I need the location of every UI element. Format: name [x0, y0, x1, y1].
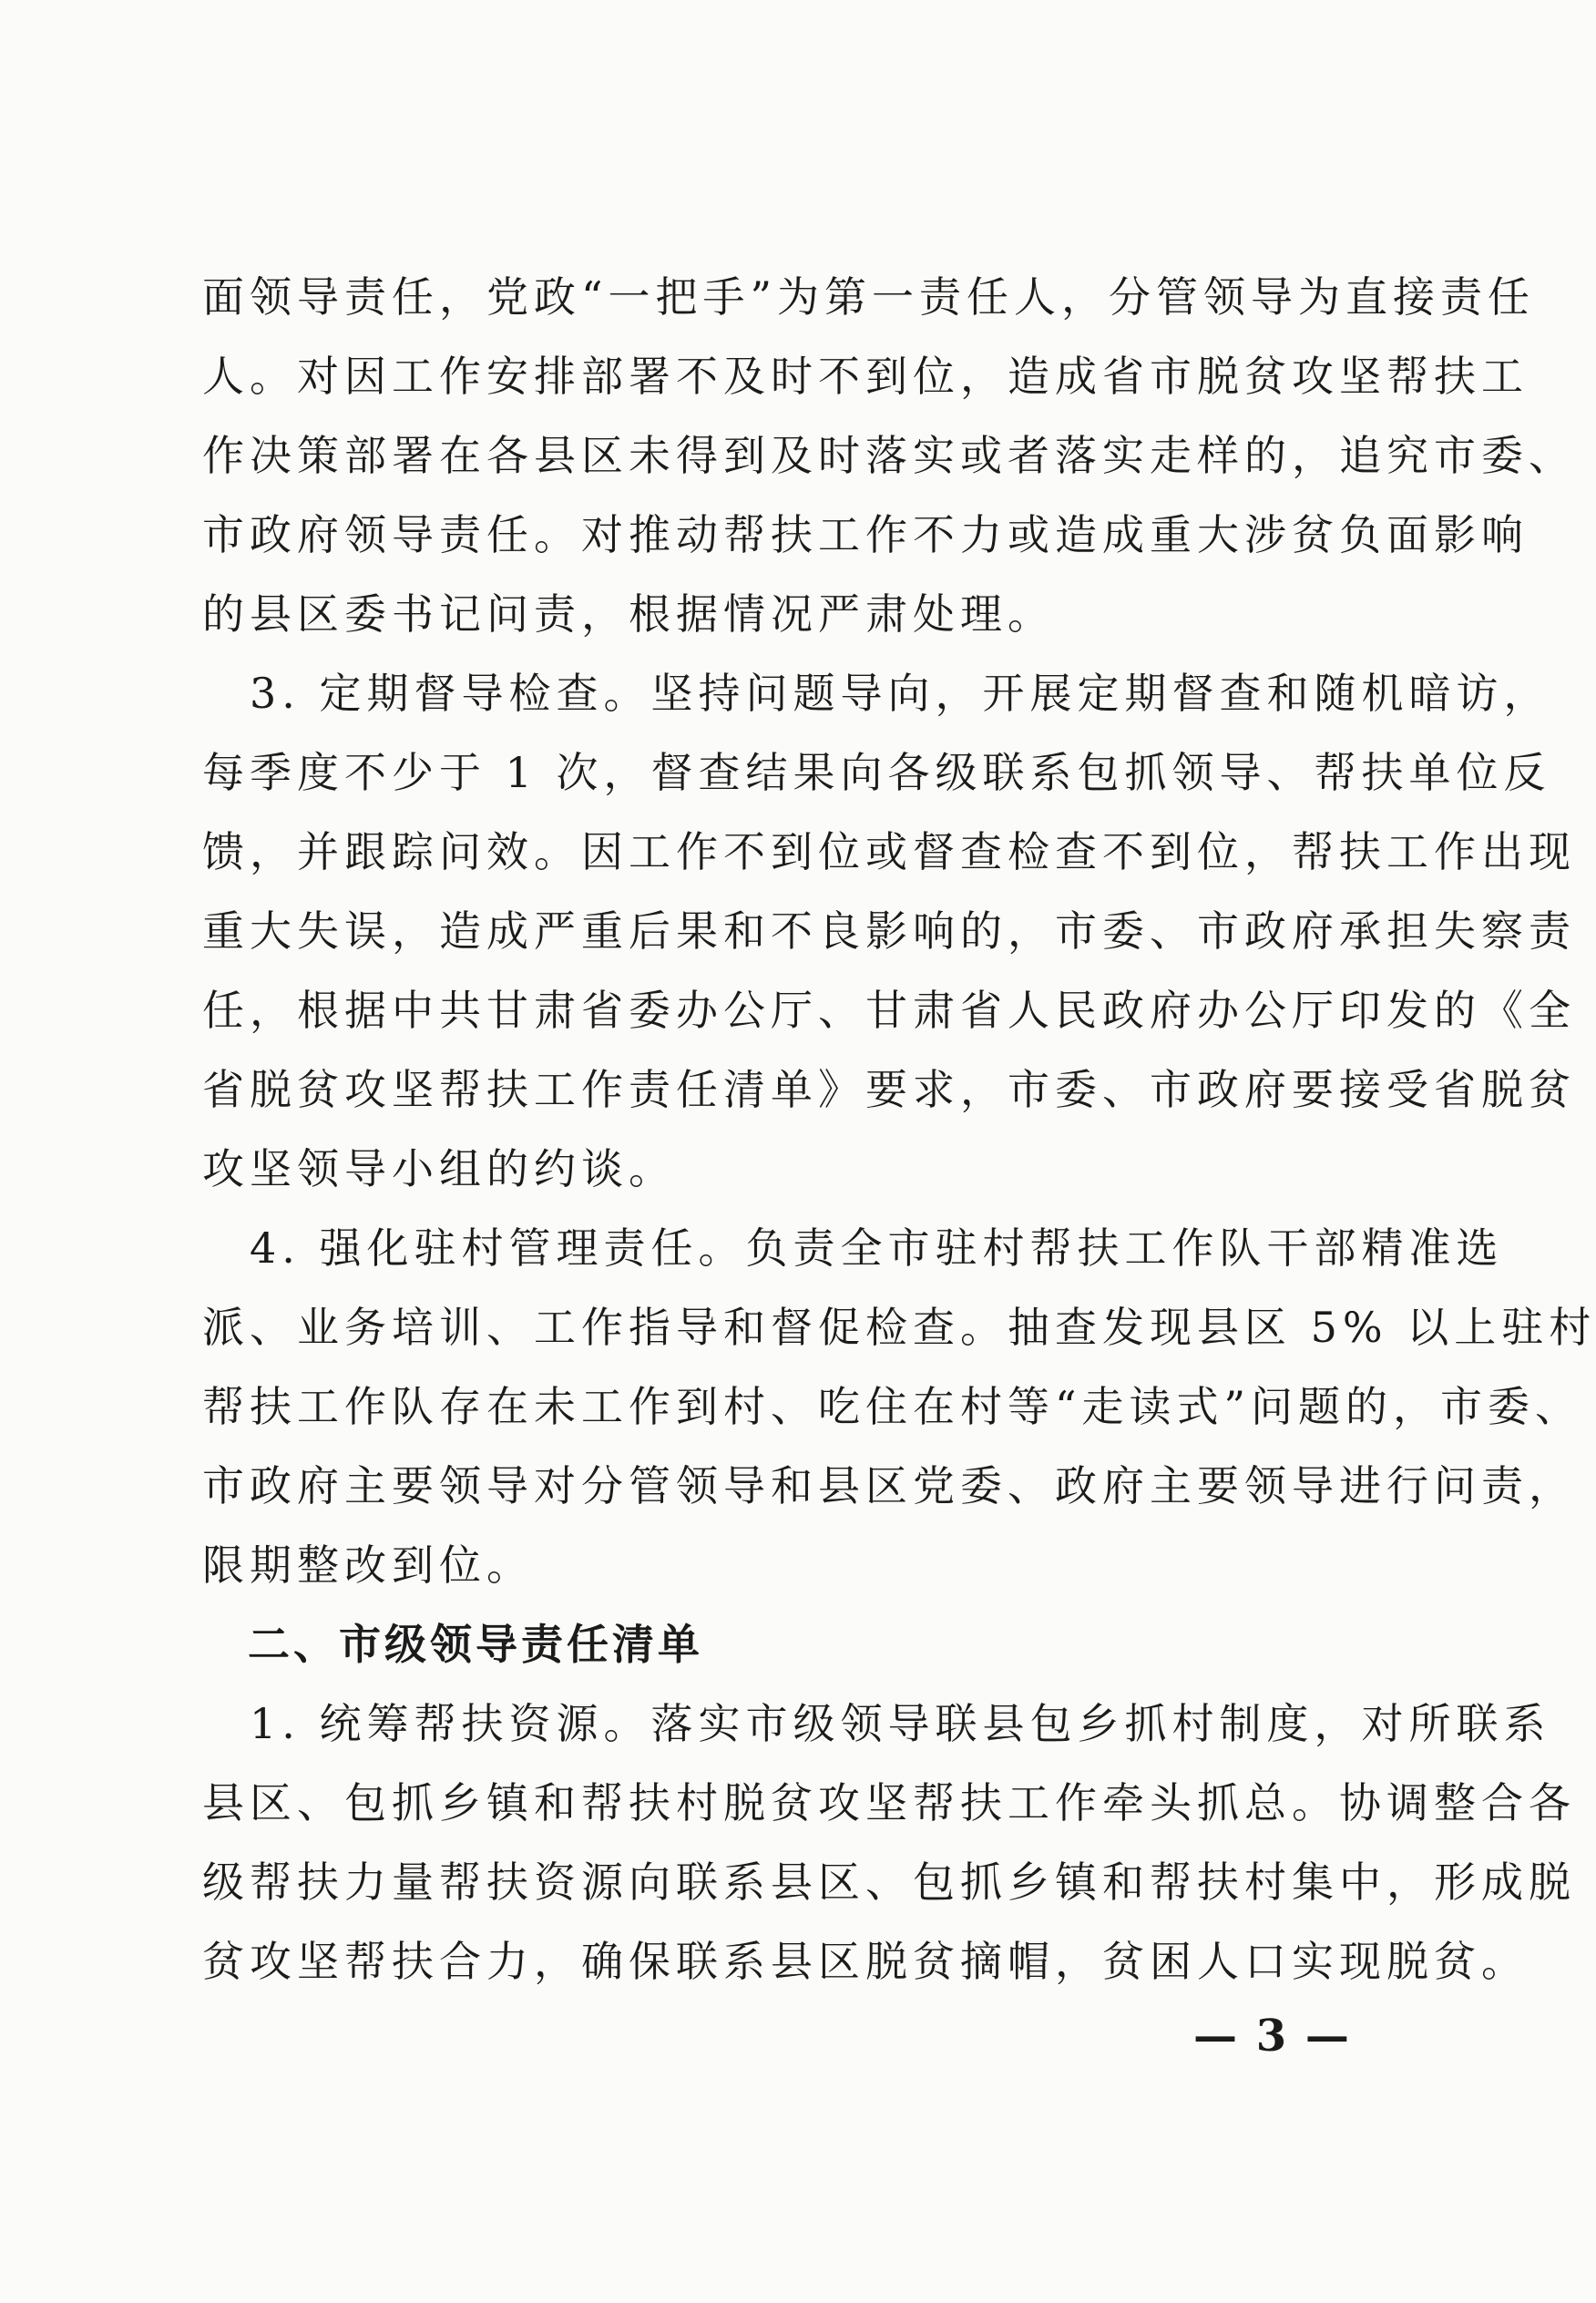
text-line: 贫攻坚帮扶合力，确保联系县区脱贫摘帽，贫困人口实现脱贫。 — [202, 1937, 1529, 1986]
text-line: 省脱贫攻坚帮扶工作责任清单》要求，市委、市政府要接受省脱贫 — [202, 1065, 1576, 1114]
text-line: 每季度不少于 1 次，督查结果向各级联系包抓领导、帮扶单位反 — [202, 748, 1551, 797]
text-line: 攻坚领导小组的约谈。 — [202, 1144, 676, 1193]
text-line: 重大失误，造成严重后果和不良影响的，市委、市政府承担失察责 — [202, 906, 1576, 956]
text-line: 派、业务培训、工作指导和督促检查。抽查发现县区 5% 以上驻村 — [202, 1303, 1596, 1352]
text-line: 县区、包抓乡镇和帮扶村脱贫攻坚帮扶工作牵头抓总。协调整合各 — [202, 1778, 1576, 1827]
text-line: 3. 定期督导检查。坚持问题导向，开展定期督查和随机暗访， — [202, 669, 1551, 718]
text-line: 任，根据中共甘肃省委办公厅、甘肃省人民政府办公厅印发的《全 — [202, 986, 1576, 1035]
text-line: 面领导责任，党政“一把手”为第一责任人，分管领导为直接责任 — [202, 272, 1536, 322]
body-text — [202, 258, 1596, 2001]
text-line: 市政府领导责任。对推动帮扶工作不力或造成重大涉贫负面影响 — [202, 510, 1529, 559]
text-line: 限期整改到位。 — [202, 1540, 534, 1590]
text-line: 作决策部署在各县区未得到及时落实或者落实走样的，追究市委、 — [202, 431, 1576, 480]
text-line: 1. 统筹帮扶资源。落实市级领导联县包乡抓村制度，对所联系 — [202, 1699, 1551, 1748]
text-line: 级帮扶力量帮扶资源向联系县区、包抓乡镇和帮扶村集中，形成脱 — [202, 1858, 1576, 1907]
text-line: 人。对因工作安排部署不及时不到位，造成省市脱贫攻坚帮扶工 — [202, 352, 1529, 401]
text-line: 4. 强化驻村管理责任。负责全市驻村帮扶工作队干部精准选 — [202, 1223, 1504, 1273]
section-heading: 二、市级领导责任清单 — [202, 1620, 703, 1669]
text-line: 馈，并跟踪问效。因工作不到位或督查检查不到位，帮扶工作出现 — [202, 827, 1576, 876]
text-line: 市政府主要领导对分管领导和县区党委、政府主要领导进行问责， — [202, 1461, 1576, 1510]
page-number: — 3 — — [1193, 2011, 1351, 2062]
text-line: 帮扶工作队存在未工作到村、吃住在村等“走读式”问题的，市委、 — [202, 1382, 1583, 1431]
text-line: 的县区委书记问责，根据情况严肃处理。 — [202, 589, 1055, 639]
